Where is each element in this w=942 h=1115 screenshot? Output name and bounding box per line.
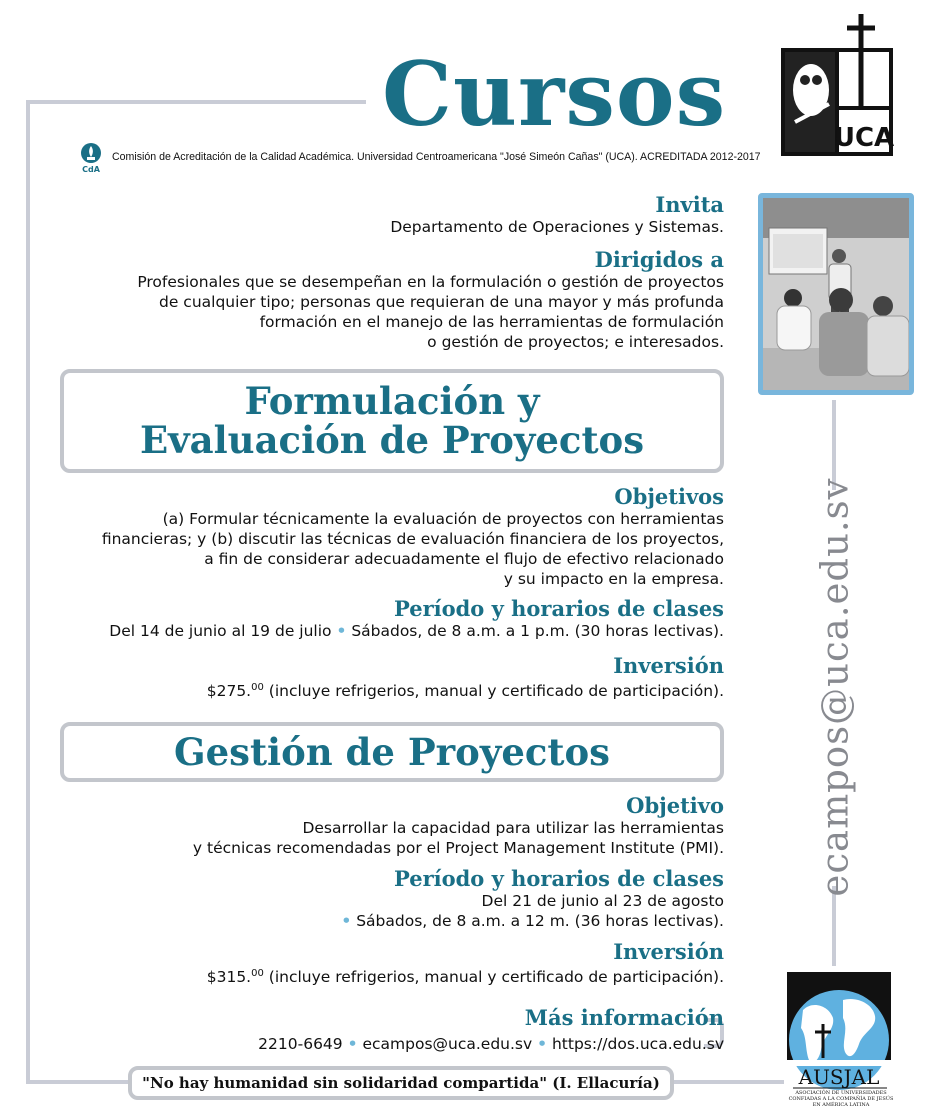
vertical-email bbox=[795, 477, 875, 897]
dirigidos-section bbox=[137, 248, 724, 352]
price-cents: 00 bbox=[251, 968, 264, 980]
objetivo-heading: Objetivo bbox=[626, 793, 724, 818]
dirigidos-heading: Dirigidos a bbox=[594, 247, 724, 272]
svg-text:UCA: UCA bbox=[833, 123, 895, 153]
course1-inversion-section bbox=[207, 654, 724, 701]
contact-section bbox=[258, 1006, 724, 1054]
periodo-heading: Período y horarios de clases bbox=[393, 866, 724, 891]
frame-top-line bbox=[26, 100, 366, 104]
periodo-schedule: Sábados, de 8 a.m. a 1 p.m. (30 horas lectivas). bbox=[351, 622, 724, 641]
contact-line bbox=[258, 1034, 724, 1054]
svg-text:CdA: CdA bbox=[82, 165, 100, 174]
bullet-dot: • bbox=[347, 1035, 358, 1054]
bullet-dot: • bbox=[341, 912, 352, 931]
frame-bottom-right-line bbox=[672, 1080, 784, 1084]
dirigidos-line: Profesionales que se desempeñan en la formulación o gestión de proyectos bbox=[137, 273, 724, 292]
ausjal-logo bbox=[783, 970, 901, 1108]
course2-title: Gestión de Proyectos bbox=[173, 729, 611, 774]
dirigidos-line: formación en el manejo de las herramientas de formulación bbox=[259, 313, 724, 332]
frame-bottom-line bbox=[26, 1080, 130, 1084]
uca-logo bbox=[781, 12, 895, 158]
classroom-photo bbox=[758, 193, 914, 395]
contact-email[interactable]: ecampos@uca.edu.sv bbox=[362, 1035, 533, 1054]
inversion-text bbox=[207, 964, 724, 987]
svg-text:AUSJAL: AUSJAL bbox=[798, 1065, 880, 1089]
contact-website-link[interactable]: https://dos.uca.edu.sv bbox=[551, 1035, 724, 1054]
contact-phone[interactable]: 2210-6649 bbox=[258, 1035, 343, 1054]
course2-inversion-section bbox=[207, 940, 724, 987]
accreditation-text: Comisión de Acreditación de la Calidad Académica. Universidad Centroamericana "José Simeón Cañas" (UCA). ACREDITADA 2012-2017 bbox=[112, 151, 761, 163]
dirigidos-line: de cualquier tipo; personas que requieran de una mayor y más profunda bbox=[159, 293, 724, 312]
course1-objetivos-section bbox=[102, 485, 724, 589]
accreditation-line bbox=[78, 142, 761, 172]
price-note: (incluye refrigerios, manual y certificado de participación). bbox=[263, 968, 724, 987]
periodo-heading: Período y horarios de clases bbox=[393, 596, 724, 621]
inversion-heading: Inversión bbox=[613, 939, 724, 964]
objetivos-line: a fin de considerar adecuadamente el flujo de efectivo relacionado bbox=[204, 550, 724, 569]
frame-right-line-lower bbox=[832, 886, 836, 966]
quote-box bbox=[128, 1066, 674, 1100]
objetivos-heading: Objetivos bbox=[614, 484, 724, 509]
inversion-text bbox=[207, 678, 724, 701]
objetivo-line: Desarrollar la capacidad para utilizar las herramientas bbox=[302, 819, 724, 838]
contact-heading: Más información bbox=[524, 1005, 724, 1030]
invita-section bbox=[390, 193, 724, 237]
course1-periodo-section bbox=[109, 597, 724, 641]
price: $275. bbox=[206, 682, 252, 701]
vertical-email-text: ecampos@uca.edu.sv bbox=[813, 477, 857, 897]
course1-title-box bbox=[60, 369, 724, 473]
price-note: (incluye refrigerios, manual y certificado de participación). bbox=[263, 682, 724, 701]
objetivos-line: y su impacto en la empresa. bbox=[503, 570, 724, 589]
periodo-schedule: Sábados, de 8 a.m. a 12 m. (36 horas lectivas). bbox=[356, 912, 724, 931]
periodo-text bbox=[109, 621, 724, 641]
course2-periodo-section bbox=[341, 867, 724, 931]
periodo-dates: Del 14 de junio al 19 de julio bbox=[109, 622, 332, 641]
bullet-dot: • bbox=[537, 1035, 548, 1054]
objetivos-line: financieras; y (b) discutir las técnicas de evaluación financiera de los proyectos, bbox=[101, 530, 724, 549]
price-cents: 00 bbox=[251, 682, 264, 694]
invita-text: Departamento de Operaciones y Sistemas. bbox=[390, 218, 724, 237]
bullet-dot: • bbox=[336, 622, 347, 641]
price: $315. bbox=[206, 968, 252, 987]
quote-text: "No hay humanidad sin solidaridad compartida" (I. Ellacuría) bbox=[142, 1074, 660, 1092]
ausjal-subtitle: ASOCIACIÓN DE UNIVERSIDADES CONFIADAS A LA COMPAÑÍA DE JESÚS EN AMÉRICA LATINA bbox=[788, 1090, 894, 1108]
course1-title-line2: Evaluación de Proyectos bbox=[139, 418, 645, 462]
objetivos-line: (a) Formular técnicamente la evaluación de proyectos con herramientas bbox=[162, 510, 724, 529]
course1-title-line1: Formulación y bbox=[244, 379, 540, 424]
inversion-heading: Inversión bbox=[613, 653, 724, 678]
dirigidos-line: o gestión de proyectos; e interesados. bbox=[427, 333, 724, 352]
course2-title-box bbox=[60, 722, 724, 782]
frame-left-line bbox=[26, 100, 30, 1084]
course2-objetivo-section bbox=[193, 794, 724, 858]
page-title: Cursos bbox=[382, 42, 727, 146]
invita-heading: Invita bbox=[655, 192, 724, 217]
objetivo-line: y técnicas recomendadas por el Project Management Institute (PMI). bbox=[192, 839, 724, 858]
cda-logo bbox=[78, 142, 104, 172]
periodo-schedule-line bbox=[341, 911, 724, 931]
periodo-dates: Del 21 de junio al 23 de agosto bbox=[481, 892, 724, 911]
